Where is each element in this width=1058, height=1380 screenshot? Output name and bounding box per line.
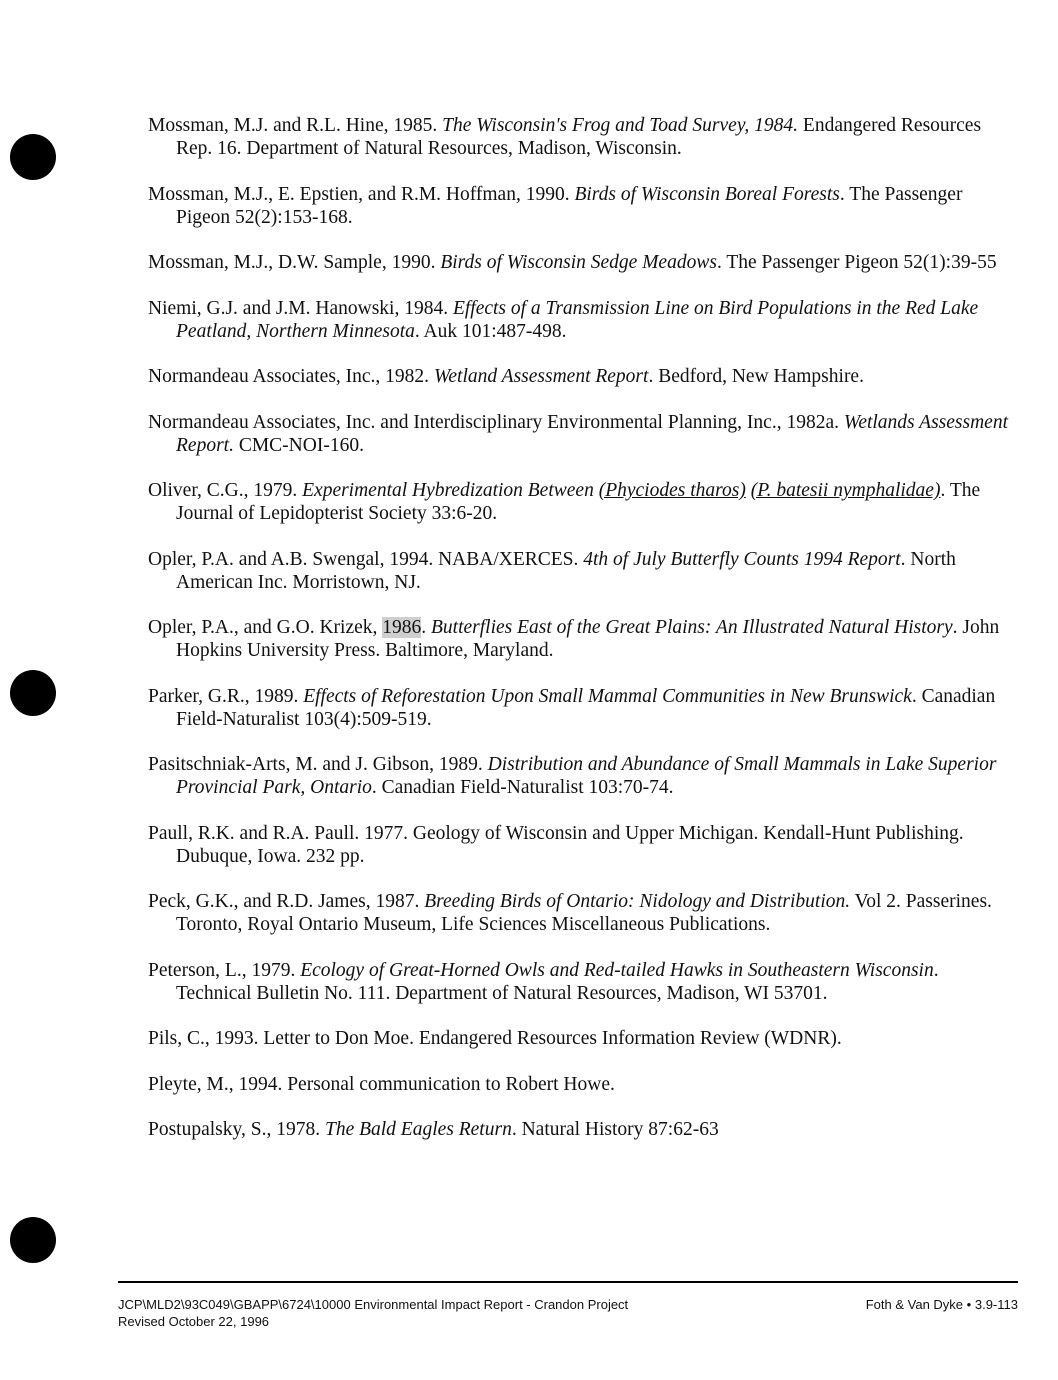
reference-text: Opler, P.A. and A.B. Swengal, 1994. NABA/XERCES. — [148, 548, 584, 570]
reference-gap — [148, 868, 1008, 891]
reference-text: Mossman, M.J. and R.L. Hine, 1985. — [148, 115, 443, 136]
reference-entry — [148, 753, 1008, 799]
reference-entry — [148, 411, 1008, 457]
reference-title: Effects of Reforestation Upon Small Mammal Communities in New Brunswick — [303, 685, 912, 707]
reference-entry — [148, 685, 1008, 731]
reference-entry — [148, 548, 1008, 594]
reference-text: Mossman, M.J., D.W. Sample, 1990. — [148, 252, 441, 273]
reference-title: 4th of July Butterfly Counts 1994 Report — [583, 548, 901, 570]
reference-entry — [148, 959, 1008, 1005]
footer-company: Foth & Van Dyke — [865, 1297, 964, 1312]
reference-title: (P. batesii nymphalidae) — [750, 480, 941, 501]
reference-text: . Canadian Field-Naturalist 103(4):509-519. — [176, 685, 996, 730]
reference-gap — [148, 343, 1008, 366]
reference-gap — [148, 1096, 1008, 1119]
reference-entry — [148, 1073, 1008, 1096]
reference-text: . North American Inc. Morristown, NJ. — [176, 548, 956, 593]
reference-title: Wetland Assessment Report — [433, 366, 649, 387]
reference-entry — [148, 479, 1008, 525]
reference-entry — [148, 822, 1008, 868]
reference-text: Peck, G.K., and R.D. James, 1987. — [148, 891, 425, 912]
reference-text: Oliver, C.G., 1979. — [148, 480, 303, 501]
reference-gap — [148, 229, 1008, 252]
reference-text: Peterson, L., 1979. — [148, 959, 301, 981]
reference-text: Paull, R.K. and R.A. Paull. 1977. Geology of Wisconsin and Upper Michigan. Kendall-Hunt Publishing. Dubuque, Iowa. 232 pp. — [148, 822, 964, 867]
reference-text: CMC-NOI-160. — [233, 434, 364, 456]
reference-title: Ecology of Great-Horned Owls and Red-tailed Hawks in Southeastern Wisconsin — [300, 959, 934, 981]
reference-entry — [148, 890, 1008, 936]
reference-text: . The Passenger Pigeon 52(1):39-55 — [716, 252, 997, 273]
reference-gap — [148, 799, 1008, 822]
reference-gap — [148, 274, 1008, 297]
reference-entry — [148, 1118, 1008, 1141]
punch-hole-middle — [10, 670, 56, 716]
reference-title: Experimental Hybredization Between — [302, 480, 599, 501]
reference-text: Opler, P.A., and G.O. Krizek, — [148, 617, 383, 638]
reference-entry — [148, 365, 1008, 388]
reference-text: Normandeau Associates, Inc., 1982. — [148, 366, 434, 387]
reference-text: Pasitschniak-Arts, M. and J. Gibson, 1989. — [148, 754, 488, 775]
reference-text: Vol 2. Passerines. Toronto, Royal Ontario Museum, Life Sciences Miscellaneous Publications. — [176, 891, 992, 935]
reference-title: Butterflies East of the Great Plains: An Illustrated Natural History — [431, 617, 953, 638]
reference-title: (Phyciodes tharos) — [598, 480, 746, 501]
punch-hole-top — [10, 134, 56, 180]
reference-text: Pleyte, M., 1994. Personal communication to Robert Howe. — [148, 1073, 615, 1095]
reference-text: 1986 — [382, 617, 422, 638]
reference-title: Wetlands Assessment Report. — [176, 411, 1008, 456]
reference-text: . John Hopkins University Press. Baltimore, Maryland. — [176, 617, 1000, 661]
page-footer — [118, 1296, 1018, 1330]
reference-title: Distribution and Abundance of Small Mammals in Lake Superior Provincial Park, Ontario — [176, 754, 997, 798]
punch-hole-bottom — [10, 1217, 56, 1263]
reference-gap — [148, 388, 1008, 411]
reference-text: Parker, G.R., 1989. — [148, 685, 304, 707]
footer-page-info — [866, 1296, 1018, 1313]
reference-entry — [148, 297, 1008, 343]
reference-gap — [148, 731, 1008, 754]
footer-revised-date: Revised October 22, 1996 — [118, 1314, 270, 1329]
reference-text: Postupalsky, S., 1978. — [148, 1119, 325, 1140]
reference-entry — [148, 251, 1008, 274]
reference-title: Breeding Birds of Ontario: Nidology and Distribution. — [424, 891, 851, 912]
reference-text: Pils, C., 1993. Letter to Don Moe. Endangered Resources Information Review (WDNR). — [148, 1028, 842, 1049]
reference-text: . The Journal of Lepidopterist Society 33:6-20. — [176, 480, 981, 524]
reference-text: Niemi, G.J. and J.M. Hanowski, 1984. — [148, 297, 453, 319]
footer-page-number: 3.9-113 — [974, 1297, 1018, 1312]
reference-gap — [148, 594, 1008, 617]
footer-bullet: • — [966, 1297, 972, 1312]
reference-gap — [148, 457, 1008, 480]
reference-title: The Bald Eagles Return — [324, 1119, 512, 1140]
reference-text: . The Passenger Pigeon 52(2):153-168. — [176, 183, 963, 228]
reference-text: . Auk 101:487-498. — [414, 320, 567, 342]
reference-title: Effects of a Transmission Line on Bird Populations in the Red Lake Peatland, Northern Minnesota — [176, 297, 979, 342]
reference-entry — [148, 616, 1008, 662]
reference-list — [148, 114, 1008, 1141]
reference-title: Birds of Wisconsin Boreal Forests — [574, 183, 840, 205]
reference-text: . — [421, 617, 432, 638]
reference-gap — [148, 662, 1008, 685]
reference-text: Normandeau Associates, Inc. and Interdisciplinary Environmental Planning, Inc., 1982a. — [148, 411, 844, 433]
reference-title: The Wisconsin's Frog and Toad Survey, 1984. — [442, 115, 799, 136]
reference-gap — [148, 1050, 1008, 1073]
reference-gap — [148, 936, 1008, 959]
reference-text: . Bedford, New Hampshire. — [648, 366, 864, 387]
reference-text: . Technical Bulletin No. 111. Department of Natural Resources, Madison, WI 53701. — [176, 959, 939, 1004]
reference-entry — [148, 183, 1008, 229]
reference-entry — [148, 114, 1008, 160]
reference-text: Mossman, M.J., E. Epstien, and R.M. Hoffman, 1990. — [148, 183, 575, 205]
reference-text: Endangered Resources Rep. 16. Department of Natural Resources, Madison, Wisconsin. — [176, 115, 982, 159]
footer-rule — [118, 1281, 1018, 1283]
reference-text: . Canadian Field-Naturalist 103:70-74. — [371, 777, 674, 798]
footer-document-title: Environmental Impact Report - Crandon Project — [354, 1297, 629, 1312]
reference-entry — [148, 1027, 1008, 1050]
reference-gap — [148, 160, 1008, 183]
reference-gap — [148, 1005, 1008, 1028]
reference-gap — [148, 525, 1008, 548]
reference-text: . Natural History 87:62-63 — [511, 1119, 719, 1140]
reference-title: Birds of Wisconsin Sedge Meadows — [440, 252, 717, 273]
footer-file-path: JCP\MLD2\93C049\GBAPP\6724\10000 — [118, 1297, 351, 1312]
